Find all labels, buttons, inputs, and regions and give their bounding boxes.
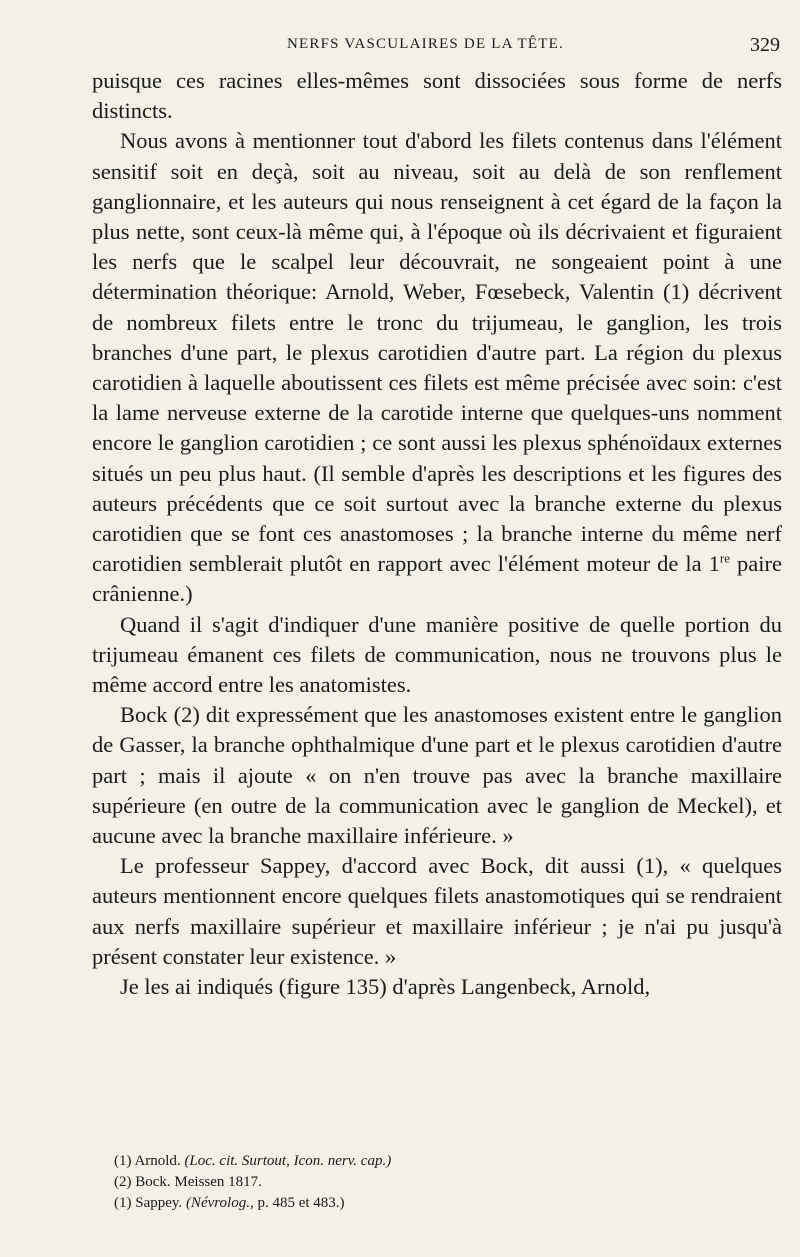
paragraph: Nous avons à mentionner tout d'abord les filets contenus dans l'élément sensitif soit en deçà, soit au niveau, soit au delà de son renflement ganglionnaire, et les auteurs qui nous renseignent à cet égard de la façon la plus nette, sont ceux-là même qui, à l'époque où ils décrivaient et figuraient les nerfs que le scalpel leur découvrait, ne songeaient point à une détermination théorique: Arnold, Weber, Fœsebeck, Valentin (1) décrivent de nombreux filets entre le tronc du trijumeau, le ganglion, les trois branches d'une part, le plexus carotidien d'autre part. La région du plexus carotidien à laquelle aboutissent ces filets est même précisée avec soin: c'est la lame nerveuse externe de la carotide interne que quelques-uns nomment encore le ganglion carotidien ; ce sont aussi les plexus sphénoïdaux externes situés un peu plus haut. (Il semble d'après les descriptions et les figures des auteurs précédents que ce soit surtout avec la branche externe du plexus carotidien que se font ces anastomoses ; la branche interne du même nerf carotidien semblerait plutôt en rapport avec l'élément moteur de la 1re paire crânienne.) <box>92 128 782 607</box>
footnotes <box>114 1151 774 1214</box>
page-number: 329 <box>750 34 780 56</box>
book-page <box>92 0 782 1257</box>
paragraph: Le professeur Sappey, d'accord avec Bock, dit aussi (1), « quelques auteurs mentionnent encore quelques filets anastomotiques qui se rendraient aux nerfs maxillaire supérieur et maxillaire inférieur ; je n'ai pu jusqu'à présent constater leur existence. » <box>92 853 782 969</box>
superscript: re <box>719 550 730 566</box>
body-text <box>92 66 782 1002</box>
paragraph: Bock (2) dit expressément que les anastomoses existent entre le ganglion de Gasser, la branche ophthalmique d'une part et le plexus carotidien d'autre part ; mais il ajoute « on n'en trouve pas avec la branche maxillaire supérieure (en outre de la communication avec le ganglion de Meckel), et aucune avec la branche maxillaire inférieure. » <box>92 702 782 849</box>
paragraph: Quand il s'agit d'indiquer d'une manière positive de quelle portion du trijumeau émanent ces filets de communication, nous ne trouvons plus le même accord entre les anatomistes. <box>92 611 782 698</box>
running-title: NERFS VASCULAIRES DE LA TÊTE. <box>287 36 564 52</box>
footnote: (2) Bock. Meissen 1817. <box>114 1174 262 1190</box>
paragraph: puisque ces racines elles-mêmes sont dissociées sous forme de nerfs distincts. <box>92 68 782 124</box>
footnote: (1) Sappey. (Névrolog., p. 485 et 483.) <box>114 1195 345 1211</box>
running-head <box>92 36 782 60</box>
paragraph: Je les ai indiqués (figure 135) d'après Langenbeck, Arnold, <box>120 974 651 1000</box>
footnote: (1) Arnold. (Loc. cit. Surtout, Icon. nerv. cap.) <box>114 1153 392 1169</box>
